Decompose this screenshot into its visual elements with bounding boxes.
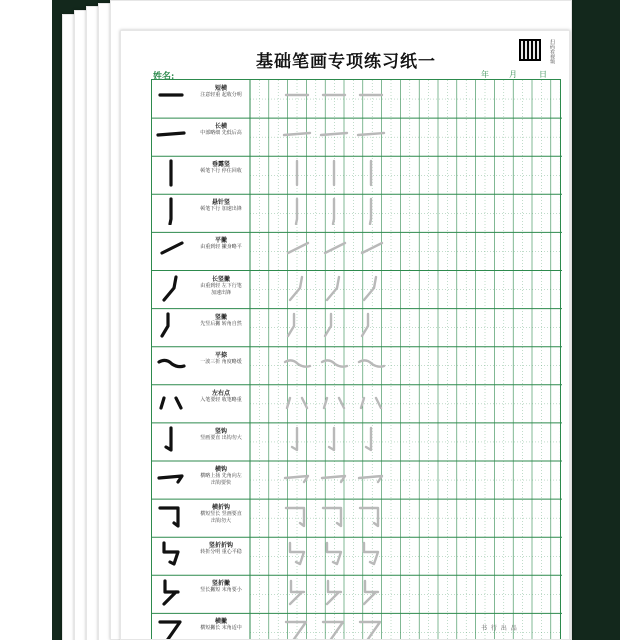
trace-stroke-glyph xyxy=(356,121,386,149)
trace-stroke xyxy=(319,502,349,530)
long-horizontal-stroke-icon xyxy=(156,121,186,149)
stroke-example xyxy=(156,350,186,378)
trace-stroke xyxy=(282,197,312,225)
short-horizontal-stroke-icon xyxy=(156,83,186,111)
stroke-tip: 竖长撇短 末角要小 xyxy=(200,587,242,594)
stroke-row xyxy=(152,232,562,270)
stroke-row xyxy=(152,271,562,309)
trace-stroke xyxy=(282,616,312,640)
sheet-title: 基础笔画专项练习纸一 xyxy=(256,52,436,72)
trace-stroke xyxy=(356,197,386,225)
trace-stroke-glyph xyxy=(356,388,386,416)
trace-stroke xyxy=(319,616,349,640)
vertical-left-falling-stroke-icon xyxy=(156,312,186,340)
stroke-row xyxy=(152,118,562,156)
trace-stroke-glyph xyxy=(282,388,312,416)
trace-stroke-glyph xyxy=(282,540,312,568)
trace-stroke xyxy=(282,502,312,530)
qr-code-icon xyxy=(519,39,541,61)
stroke-row xyxy=(152,461,562,499)
stroke-name: 平捺 xyxy=(214,351,227,359)
trace-stroke xyxy=(319,159,349,187)
qr-code-label: 扫码看视频 xyxy=(549,39,555,64)
trace-stroke-glyph xyxy=(282,235,312,263)
date-year-label: 年 xyxy=(481,70,489,79)
trace-stroke-glyph xyxy=(282,464,312,492)
trace-stroke-glyph xyxy=(319,274,349,302)
trace-stroke-glyph xyxy=(319,312,349,340)
stroke-tip: 一波三折 角度略缓 xyxy=(200,358,242,365)
trace-stroke-glyph xyxy=(356,312,386,340)
trace-stroke-glyph xyxy=(319,540,349,568)
stroke-example xyxy=(156,616,186,640)
stroke-tip: 横略上扬 先角向左 出钩要快 xyxy=(200,473,242,486)
stroke-name: 平撇 xyxy=(214,237,227,245)
trace-stroke xyxy=(319,197,349,225)
trace-stroke-glyph xyxy=(356,540,386,568)
trace-stroke xyxy=(282,121,312,149)
trace-stroke xyxy=(282,426,312,454)
stroke-tip: 由重到轻 左下行笔 加速出锋 xyxy=(200,282,242,296)
trace-stroke xyxy=(356,426,386,454)
trace-stroke-glyph xyxy=(319,388,349,416)
trace-stroke xyxy=(356,274,386,302)
trace-stroke-glyph xyxy=(282,426,312,454)
trace-stroke xyxy=(282,312,312,340)
stroke-name: 左右点 xyxy=(211,389,230,397)
trace-stroke xyxy=(319,388,349,416)
practice-sheet xyxy=(120,30,570,640)
trace-stroke xyxy=(356,578,386,606)
date-month-label: 月 xyxy=(509,70,517,79)
hanging-needle-vertical-stroke-icon xyxy=(156,197,186,225)
trace-stroke-glyph xyxy=(319,197,349,225)
stroke-example xyxy=(156,388,186,416)
flat-left-falling-stroke-icon xyxy=(156,235,186,263)
stroke-name: 竖折撇 xyxy=(211,580,230,588)
trace-stroke-glyph xyxy=(282,616,312,640)
stroke-name: 垂露竖 xyxy=(211,161,230,169)
stroke-example xyxy=(156,274,186,302)
trace-stroke-glyph xyxy=(356,350,386,378)
trace-stroke xyxy=(319,121,349,149)
trace-stroke-glyph xyxy=(319,159,349,187)
trace-stroke-glyph xyxy=(356,197,386,225)
trace-stroke xyxy=(282,578,312,606)
trace-stroke xyxy=(282,350,312,378)
stroke-name: 长横 xyxy=(214,123,227,131)
flat-right-falling-stroke-icon xyxy=(156,350,186,378)
trace-stroke xyxy=(319,350,349,378)
stroke-example xyxy=(156,159,186,187)
stroke-name: 竖折折钩 xyxy=(208,542,233,550)
trace-stroke xyxy=(356,464,386,492)
stroke-tip: 横短竖长 竖画要直 出钩勿大 xyxy=(200,511,242,525)
stroke-tip: 顿笔下行 停住回收 xyxy=(200,168,242,175)
trace-stroke-glyph xyxy=(282,121,312,149)
trace-stroke xyxy=(319,464,349,492)
trace-stroke-glyph xyxy=(319,83,349,111)
stroke-example xyxy=(156,83,186,111)
stroke-name: 横折钩 xyxy=(211,504,230,512)
stroke-name: 横钩 xyxy=(214,466,227,473)
trace-stroke-glyph xyxy=(282,502,312,530)
dew-drop-vertical-stroke-icon xyxy=(156,159,186,187)
stroke-name: 横撇 xyxy=(214,618,227,626)
trace-stroke xyxy=(356,350,386,378)
trace-stroke-glyph xyxy=(356,464,386,492)
trace-stroke xyxy=(282,388,312,416)
stroke-row xyxy=(152,80,562,118)
stroke-example xyxy=(156,540,186,568)
trace-stroke-glyph xyxy=(319,235,349,263)
stroke-example xyxy=(156,464,186,492)
trace-stroke xyxy=(356,312,386,340)
practice-grid xyxy=(151,79,561,640)
trace-stroke xyxy=(282,83,312,111)
trace-stroke-glyph xyxy=(282,312,312,340)
stroke-row xyxy=(152,347,562,385)
stroke-row xyxy=(152,194,562,232)
stroke-tip: 由重到轻 撇身略平 xyxy=(200,244,242,251)
left-right-dots-stroke-icon xyxy=(156,388,186,416)
stroke-row xyxy=(152,385,562,423)
stroke-example xyxy=(156,578,186,606)
trace-stroke-glyph xyxy=(356,274,386,302)
stroke-tip: 转折分明 重心平稳 xyxy=(200,549,242,556)
horizontal-left-falling-stroke-icon xyxy=(156,616,186,640)
stroke-name: 竖钩 xyxy=(214,427,227,435)
trace-stroke xyxy=(282,274,312,302)
trace-stroke-glyph xyxy=(282,274,312,302)
trace-stroke-glyph xyxy=(319,350,349,378)
stroke-tip: 中部略细 先低后高 xyxy=(200,130,242,137)
stroke-tip: 横短撇长 末角适中 xyxy=(200,625,242,632)
trace-stroke xyxy=(356,121,386,149)
stroke-tip: 先竖后撇 转角自然 xyxy=(200,320,242,327)
trace-stroke-glyph xyxy=(319,464,349,492)
stroke-tip: 竖画要直 出钩勿大 xyxy=(200,434,242,441)
trace-stroke xyxy=(319,426,349,454)
trace-stroke xyxy=(356,83,386,111)
publisher-mark: 书 行 出 品 xyxy=(481,625,518,632)
horizontal-hook-stroke-icon xyxy=(156,464,186,492)
trace-stroke xyxy=(319,578,349,606)
stroke-example xyxy=(156,121,186,149)
trace-stroke-glyph xyxy=(356,426,386,454)
dark-background-right xyxy=(570,0,620,640)
stroke-example xyxy=(156,197,186,225)
name-label: 姓名: xyxy=(153,72,175,82)
trace-stroke-glyph xyxy=(319,502,349,530)
trace-stroke-glyph xyxy=(356,502,386,530)
trace-stroke xyxy=(319,235,349,263)
stroke-name: 竖撇 xyxy=(214,313,227,321)
stroke-row xyxy=(152,575,562,613)
stroke-row xyxy=(152,309,562,347)
trace-stroke-glyph xyxy=(319,426,349,454)
stroke-name: 长竖撇 xyxy=(211,275,230,283)
stroke-row xyxy=(152,537,562,575)
trace-stroke xyxy=(356,540,386,568)
trace-stroke xyxy=(319,83,349,111)
trace-stroke xyxy=(282,464,312,492)
stroke-row xyxy=(152,423,562,461)
trace-stroke-glyph xyxy=(356,159,386,187)
stroke-row xyxy=(152,156,562,194)
trace-stroke-glyph xyxy=(356,616,386,640)
trace-stroke-glyph xyxy=(282,83,312,111)
trace-stroke-glyph xyxy=(356,578,386,606)
trace-stroke-glyph xyxy=(282,578,312,606)
trace-stroke-glyph xyxy=(356,83,386,111)
trace-stroke xyxy=(356,502,386,530)
stroke-name: 短横 xyxy=(214,85,227,92)
trace-stroke xyxy=(282,159,312,187)
stroke-example xyxy=(156,235,186,263)
trace-stroke-glyph xyxy=(282,159,312,187)
stroke-example xyxy=(156,502,186,530)
stroke-tip: 注意轻重 起收分明 xyxy=(200,92,242,98)
stroke-name: 悬针竖 xyxy=(211,199,230,207)
trace-stroke xyxy=(356,616,386,640)
trace-stroke-glyph xyxy=(319,121,349,149)
trace-stroke-glyph xyxy=(282,350,312,378)
stroke-example xyxy=(156,426,186,454)
long-vertical-left-falling-stroke-icon xyxy=(156,274,186,302)
vertical-turn-left-falling-stroke-icon xyxy=(156,578,186,606)
trace-stroke-glyph xyxy=(319,616,349,640)
horizontal-turn-hook-stroke-icon xyxy=(156,502,186,530)
vertical-hook-stroke-icon xyxy=(156,426,186,454)
vertical-turn-turn-hook-stroke-icon xyxy=(156,540,186,568)
trace-stroke xyxy=(319,312,349,340)
trace-stroke-glyph xyxy=(356,235,386,263)
stroke-row xyxy=(152,499,562,537)
trace-stroke xyxy=(319,540,349,568)
trace-stroke xyxy=(282,235,312,263)
stroke-example xyxy=(156,312,186,340)
date-day-label: 日 xyxy=(539,70,547,79)
trace-stroke xyxy=(356,235,386,263)
stroke-tip: 入笔要轻 收笔略重 xyxy=(200,396,242,403)
trace-stroke-glyph xyxy=(282,197,312,225)
trace-stroke-glyph xyxy=(319,578,349,606)
stroke-tip: 顿笔下行 加速出锋 xyxy=(200,206,242,213)
trace-stroke xyxy=(282,540,312,568)
trace-stroke xyxy=(356,159,386,187)
trace-stroke xyxy=(356,388,386,416)
trace-stroke xyxy=(319,274,349,302)
